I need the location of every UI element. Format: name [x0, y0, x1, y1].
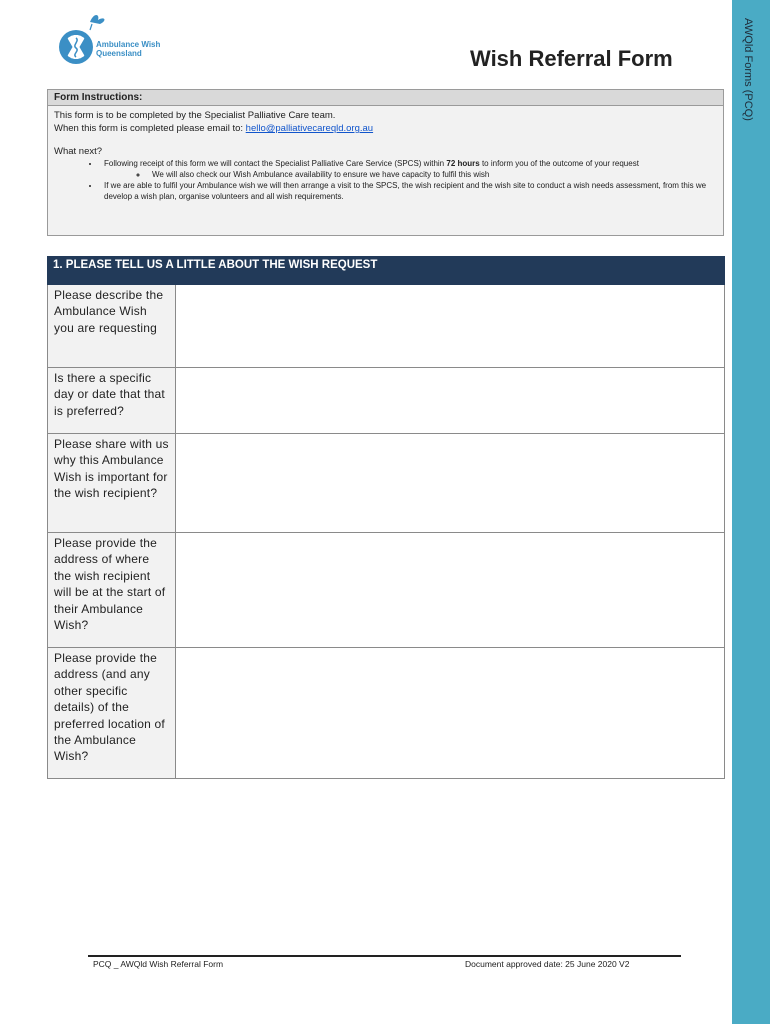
list-item: • If we are able to fulfil your Ambulance wish we will then arrange a visit to the SPCS, the wish recipient and the wish site to conduct a wish needs assessment, from this we develop a wish plan, organise volunteers and all wish requirements. [100, 180, 717, 202]
sub-list-item: ◦ We will also check our Wish Ambulance availability to ensure we have capacity to fulfil this wish [148, 169, 717, 180]
section-heading: 1. PLEASE TELL US A LITTLE ABOUT THE WISH REQUEST [47, 256, 725, 285]
sidebar-label: AWQld Forms (PCQ) [742, 18, 754, 121]
answer-field[interactable] [176, 368, 724, 433]
logo-text [96, 40, 160, 58]
bullet1-bold: 72 hours [446, 159, 480, 168]
side-bar [732, 0, 770, 1024]
instructions-line2 [54, 122, 717, 135]
question-row [47, 285, 725, 368]
answer-field[interactable] [176, 648, 724, 778]
question-label: Please describe the Ambulance Wish you are requesting [48, 285, 176, 367]
question-row [47, 648, 725, 779]
sub-list [104, 169, 717, 180]
bullet1-text-a: Following receipt of this form we will contact the Specialist Palliative Care Service (SPCS) within [104, 159, 445, 168]
list-item [100, 158, 717, 180]
logo-line2: Queensland [96, 49, 142, 58]
what-next-label: What next? [54, 146, 103, 157]
answer-field[interactable] [176, 285, 724, 367]
ambulance-wish-logo [56, 10, 176, 68]
instructions-line1: This form is to be completed by the Specialist Palliative Care team. [54, 110, 336, 121]
email-prefix: When this form is completed please email to: [54, 123, 244, 134]
question-row [47, 368, 725, 434]
question-label: Is there a specific day or date that that is preferred? [48, 368, 176, 433]
email-link[interactable]: hello@palliativecareqld.org.au [245, 123, 374, 134]
question-row [47, 533, 725, 648]
question-row [47, 434, 725, 533]
page-title: Wish Referral Form [470, 46, 673, 71]
instructions-heading: Form Instructions: [48, 90, 723, 106]
question-label: Please provide the address (and any other specific details) of the preferred location of the Ambulance Wish? [48, 648, 176, 778]
logo-line1: Ambulance Wish [96, 40, 161, 49]
next-steps-list [54, 158, 717, 202]
instructions-body [48, 106, 723, 205]
footer-divider [88, 955, 681, 957]
instructions-box [47, 89, 724, 236]
footer-approved-date: Document approved date: 25 June 2020 V2 [465, 959, 630, 969]
question-label: Please provide the address of where the wish recipient will be at the start of their Ambulance Wish? [48, 533, 176, 647]
question-label: Please share with us why this Ambulance Wish is important for the wish recipient? [48, 434, 176, 532]
bullet1-text-b: to inform you of the outcome of your request [481, 159, 639, 168]
footer-doc-name: PCQ _ AWQld Wish Referral Form [93, 959, 224, 969]
answer-field[interactable] [176, 434, 724, 532]
logo-icon [56, 10, 176, 68]
answer-field[interactable] [176, 533, 724, 647]
wish-request-section [47, 256, 725, 779]
